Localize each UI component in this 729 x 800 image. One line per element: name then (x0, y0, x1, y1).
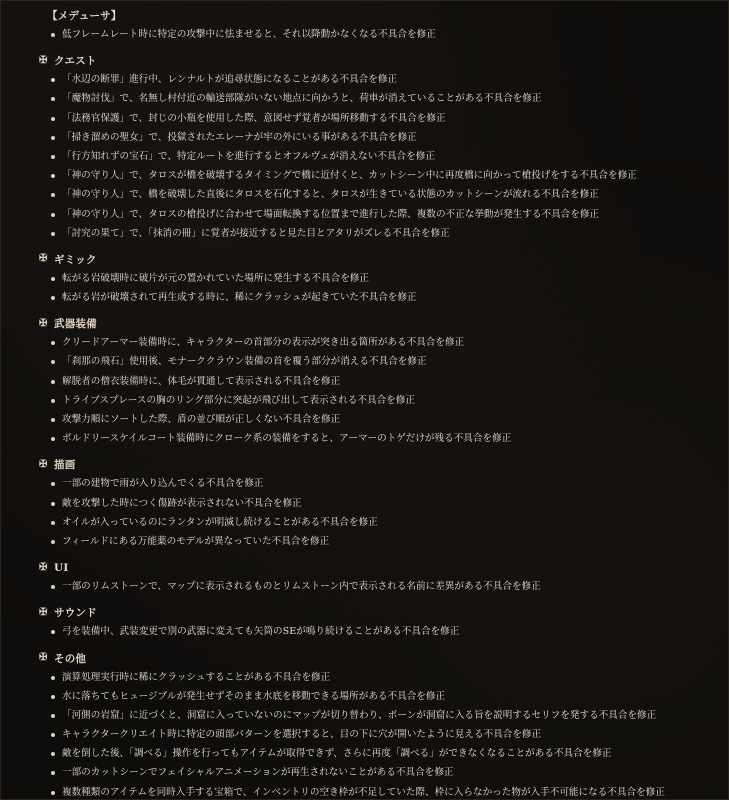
section-title: クエスト (54, 55, 97, 68)
section-title: サウンド (54, 607, 97, 620)
section-heading (39, 604, 708, 621)
item-list (39, 333, 708, 448)
list-item: 「水辺の断罪」進行中、レンナルトが追尋状態になることがある不具合を修正 (49, 70, 708, 89)
list-item: 水に落ちてもヒュージブルが発生せずそのまま水底を移動できる場所がある不具合を修正 (49, 687, 708, 706)
section-quest (39, 52, 708, 243)
list-item: 「討究の果て」で、「抹消の冊」に覚者が接近すると見た目とアタリがズレる不具合を修正 (49, 224, 708, 243)
item-list (39, 622, 708, 641)
list-item: 敵を攻撃した時につく傷跡が表示されない不具合を修正 (49, 494, 708, 513)
cross-pattee-icon: ✠ (39, 317, 48, 329)
section-heading (39, 251, 708, 268)
list-item: フィールドにある万能薬のモデルが異なっていた不具合を修正 (49, 532, 708, 551)
list-item: 弓を装備中、武装変更で別の武器に変えても矢筒のSEが鳴り続けることがある不具合を修正 (49, 622, 708, 641)
list-item: ボルドリースケイルコート装備時にクローク系の装備をすると、アーマーのトゲだけが残る不具合を修正 (49, 429, 708, 448)
section-title: 【メデューサ】 (47, 10, 122, 22)
section-sound (39, 604, 708, 641)
section-equipment (39, 315, 708, 448)
section-title: 武器装備 (54, 318, 97, 331)
item-list (39, 577, 708, 596)
section-title: 描画 (54, 459, 76, 472)
list-item: 「刹那の飛石」使用後、モナーククラウン装備の首を覆う部分が消える不具合を修正 (49, 352, 708, 371)
cross-pattee-icon: ✠ (39, 606, 48, 618)
list-item: 一部のリムストーンで、マップに表示されるものとリムストーン内で表示される名前に差異がある不具合を修正 (49, 577, 708, 596)
list-item: 「行方知れずの宝石」で、特定ルートを進行するとオフルヴェが消えない不具合を修正 (49, 147, 708, 166)
list-item: 「河側の岩窟」に近づくと、洞窟に入っていないのにマップが切り替わり、ポーンが洞窟に入る旨を説明するセリフを発する不具合を修正 (49, 706, 708, 725)
list-item: 「神の守り人」で、タロスが橋を破壊するタイミングで橋に近付くと、カットシーン中に再度橋に向かって槍投げをする不具合を修正 (49, 166, 708, 185)
list-item: 一部の建物で雨が入り込んでくる不具合を修正 (49, 474, 708, 493)
cross-pattee-icon: ✠ (39, 652, 48, 663)
cross-pattee-icon: ✠ (39, 253, 48, 265)
section-title: ギミック (54, 253, 97, 266)
item-list (39, 25, 708, 44)
list-item: 「神の守り人」で、タロスの槍投げに合わせて場面転換する位置まで進行した際、複数の不正な挙動が発生する不具合を修正 (49, 205, 708, 224)
list-item: トライブスプレースの胸のリング部分に突起が飛び出して表示される不具合を修正 (49, 391, 708, 410)
section-rendering (39, 456, 708, 551)
list-item: 解脱者の僧衣装備時に、体毛が貫通して表示される不具合を修正 (49, 372, 708, 391)
section-other (39, 650, 708, 800)
section-title: その他 (54, 652, 87, 665)
list-item: キャラクタークリエイト時に特定の頭部パターンを選択すると、目の下に穴が開いたように見える不具合を修正 (49, 725, 708, 744)
list-item: 転がる岩破壊時に破片が元の置かれていた場所に発生する不具合を修正 (49, 269, 708, 288)
cross-pattee-icon: ✠ (39, 561, 48, 573)
list-item: 「法務官保護」で、封じの小瓶を使用した際、意図せず覚者が場所移動する不具合を修正 (49, 109, 708, 128)
list-item: 複数種類のアイテムを同時入手する宝箱で、インベントリの空き枠が不足していた際、枠に入らなかった物が入手不可能になる不具合を修正 (49, 783, 708, 800)
section-medusa (39, 7, 708, 44)
patch-notes-content (39, 7, 708, 800)
list-item: 演算処理実行時に稀にクラッシュすることがある不具合を修正 (49, 668, 708, 687)
list-item: 一部のカットシーンでフェイシャルアニメーションが再生されないことがある不具合を修正 (49, 763, 708, 782)
section-heading (39, 456, 708, 473)
section-heading (39, 559, 708, 576)
list-item: オイルが入っているのにランタンが明滅し続けることがある不具合を修正 (49, 513, 708, 532)
section-heading (39, 7, 708, 24)
section-heading (39, 650, 708, 667)
section-heading (39, 315, 708, 332)
section-gimmick (39, 251, 708, 307)
cross-pattee-icon: ✠ (39, 458, 48, 470)
item-list (39, 269, 708, 307)
item-list (39, 668, 708, 800)
list-item: 「魔物討伐」で、名無し村付近の輸送部隊がいない地点に向かうと、荷車が消えていることがある不具合を修正 (49, 89, 708, 108)
list-item: 転がる岩が破壊されて再生成する時に、稀にクラッシュが起きていた不具合を修正 (49, 288, 708, 307)
list-item: クリードアーマー装備時に、キャラクターの首部分の表示が突き出る箇所がある不具合を修正 (49, 333, 708, 352)
list-item: 低フレームレート時に特定の攻撃中に怯ませると、それ以降動かなくなる不具合を修正 (49, 25, 708, 44)
section-heading (39, 52, 708, 69)
list-item: 「神の守り人」で、橋を破壊した直後にタロスを石化すると、タロスが生きている状態のカットシーンが流れる不具合を修正 (49, 185, 708, 204)
list-item: 敵を倒した後、「調べる」操作を行ってもアイテムが取得できず、さらに再度「調べる」ができなくなることがある不具合を修正 (49, 744, 708, 763)
list-item: 「掃き溜めの聖女」で、投獄されたエレーナが牢の外にいる事がある不具合を修正 (49, 128, 708, 147)
list-item: 攻撃力順にソートした際、盾の並び順が正しくない不具合を修正 (49, 410, 708, 429)
section-title: UI (54, 561, 69, 574)
item-list (39, 70, 708, 243)
item-list (39, 474, 708, 551)
section-ui (39, 559, 708, 596)
cross-pattee-icon: ✠ (39, 54, 48, 66)
